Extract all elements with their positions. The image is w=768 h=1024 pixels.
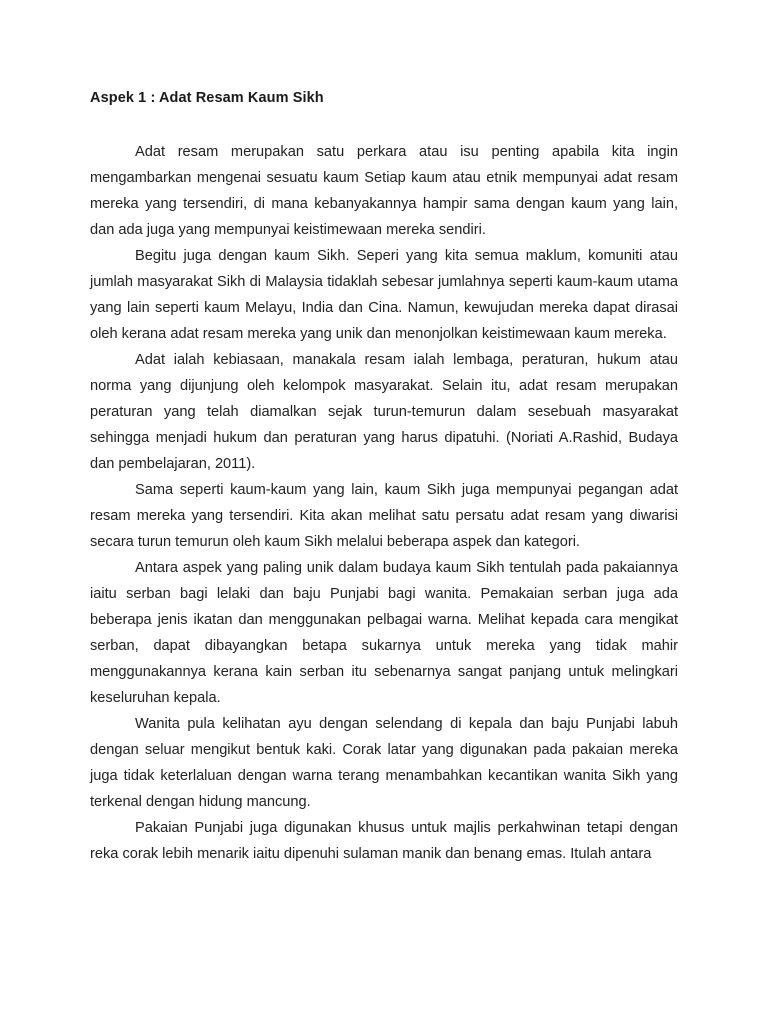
paragraph: Antara aspek yang paling unik dalam budaya kaum Sikh tentulah pada pakaiannya iaitu serban bagi lelaki dan baju Punjabi bagi wanita. Pemakaian serban juga ada beberapa jenis ikatan dan menggunakan pelbagai warna. Melihat kepada cara mengikat serban, dapat dibayangkan betapa sukarnya untuk mereka yang tidak mahir menggunakannya kerana kain serban itu sebenarnya sangat panjang untuk melingkari keseluruhan kepala. (90, 560, 678, 706)
section-heading: Aspek 1 : Adat Resam Kaum Sikh (90, 90, 324, 106)
paragraph: Sama seperti kaum-kaum yang lain, kaum Sikh juga mempunyai pegangan adat resam mereka yang tersendiri. Kita akan melihat satu persatu adat resam yang diwarisi secara turun temurun oleh kaum Sikh melalui beberapa aspek dan kategori. (90, 482, 678, 550)
paragraph: Pakaian Punjabi juga digunakan khusus untuk majlis perkahwinan tetapi dengan reka corak lebih menarik iaitu dipenuhi sulaman manik dan benang emas. Itulah antara (90, 820, 678, 862)
paragraph: Adat ialah kebiasaan, manakala resam ialah lembaga, peraturan, hukum atau norma yang dijunjung oleh kelompok masyarakat. Selain itu, adat resam merupakan peraturan yang telah diamalkan sejak turun-temurun dalam sesebuah masyarakat sehingga menjadi hukum dan peraturan yang harus dipatuhi. (Noriati A.Rashid, Budaya dan pembelajaran, 2011). (90, 352, 678, 472)
body-text (90, 139, 678, 867)
paragraph: Wanita pula kelihatan ayu dengan selendang di kepala dan baju Punjabi labuh dengan seluar mengikut bentuk kaki. Corak latar yang digunakan pada pakaian mereka juga tidak keterlaluan dengan warna terang menambahkan kecantikan wanita Sikh yang terkenal dengan hidung mancung. (90, 716, 678, 810)
paragraph: Adat resam merupakan satu perkara atau isu penting apabila kita ingin mengambarkan mengenai sesuatu kaum Setiap kaum atau etnik mempunyai adat resam mereka yang tersendiri, di mana kebanyakannya hampir sama dengan kaum yang lain, dan ada juga yang mempunyai keistimewaan mereka sendiri. (90, 144, 678, 238)
paragraph: Begitu juga dengan kaum Sikh. Seperi yang kita semua maklum, komuniti atau jumlah masyarakat Sikh di Malaysia tidaklah sebesar jumlahnya seperti kaum-kaum utama yang lain seperti kaum Melayu, India dan Cina. Namun, kewujudan mereka dapat dirasai oleh kerana adat resam mereka yang unik dan menonjolkan keistimewaan kaum mereka. (90, 248, 678, 342)
